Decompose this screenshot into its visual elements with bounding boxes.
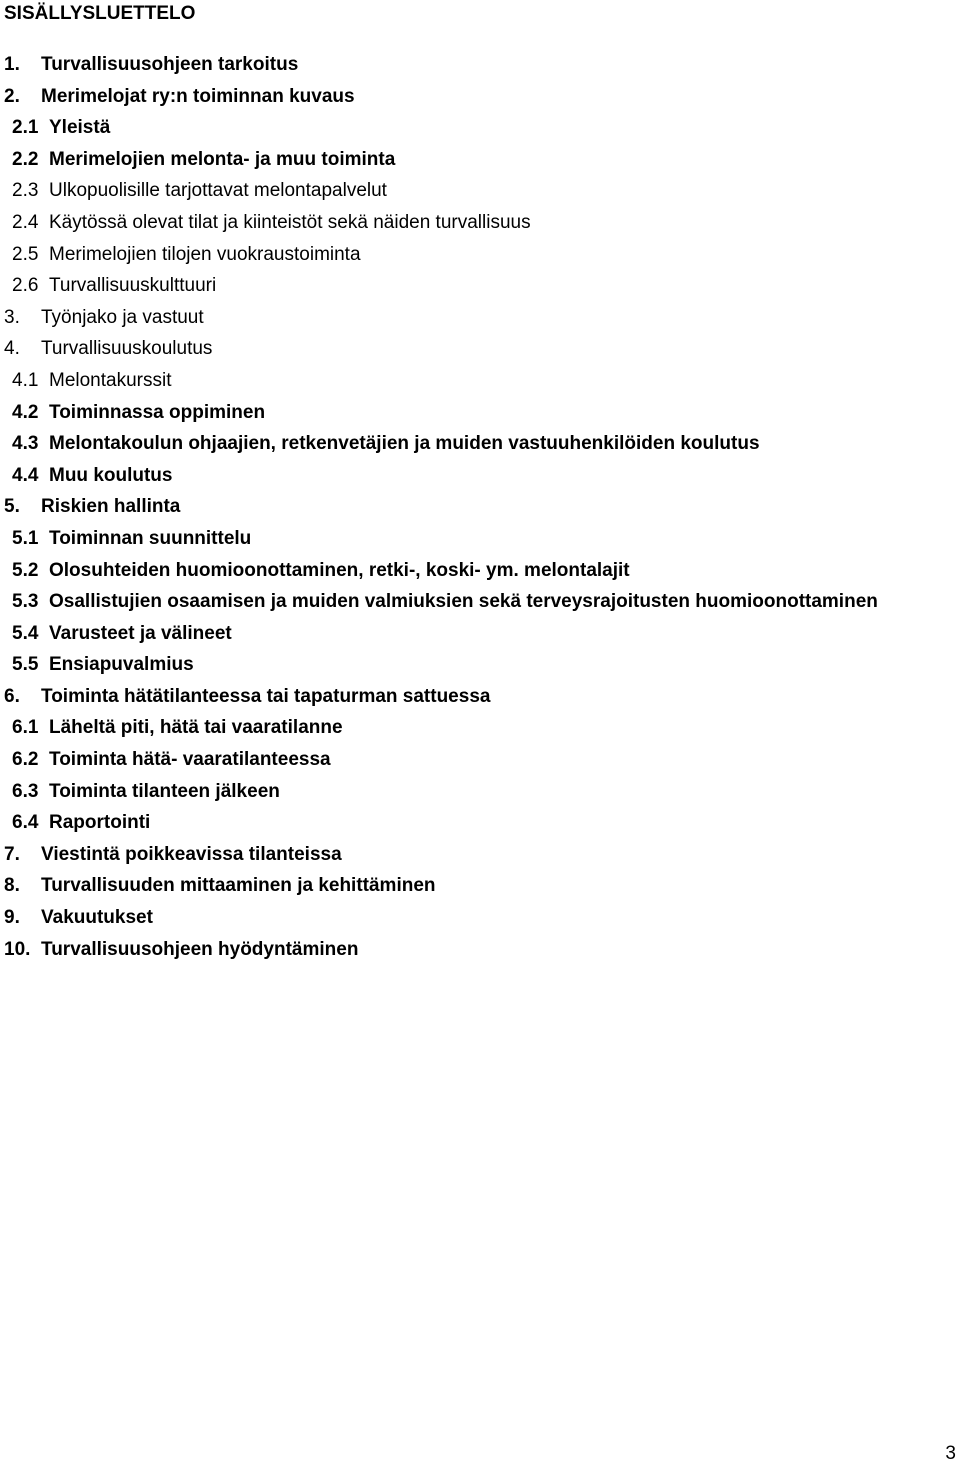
toc-entry-number: 5.4 — [12, 622, 39, 644]
toc-entry-number: 6. — [4, 685, 20, 707]
toc-entry — [0, 370, 878, 402]
toc-entry-title: Työnjako ja vastuut — [41, 306, 204, 328]
toc-entry-title: Turvallisuusohjeen hyödyntäminen — [41, 938, 359, 960]
toc-entry-title: Ulkopuolisille tarjottavat melontapalvelut — [49, 180, 387, 202]
toc-entry-title: Merimelojien tilojen vuokraustoiminta — [49, 243, 361, 265]
toc-entry-title: Toiminnan suunnittelu — [49, 527, 252, 549]
toc-entry — [0, 907, 878, 939]
toc-entry — [0, 686, 878, 718]
toc-entry-title: Vakuutukset — [41, 907, 153, 929]
toc-entry-title: Turvallisuuskulttuuri — [49, 275, 217, 297]
toc-entry — [0, 275, 878, 307]
toc-entry — [0, 939, 878, 971]
document-title: SISÄLLYSLUETTELO — [4, 3, 196, 24]
toc-entry — [0, 338, 878, 370]
toc-entry — [0, 560, 878, 592]
toc-entry-number: 2. — [4, 85, 20, 107]
toc-entry-title: Raportointi — [49, 812, 151, 834]
toc-entry — [0, 149, 878, 181]
toc-entry — [0, 749, 878, 781]
toc-entry-number: 5.2 — [12, 559, 39, 581]
toc-entry-number: 6.4 — [12, 812, 39, 834]
toc-entry-title: Melontakoulun ohjaajien, retkenvetäjien ja muiden vastuuhenkilöiden koulutus — [49, 433, 760, 455]
toc-entry-number: 4.2 — [12, 401, 39, 423]
toc-entry — [0, 496, 878, 528]
toc-entry-number: 5.1 — [12, 527, 39, 549]
toc-entry-title: Muu koulutus — [49, 464, 173, 486]
toc-entry-title: Toiminta hätätilanteessa tai tapaturman sattuessa — [41, 685, 491, 707]
toc-entry-title: Toiminta tilanteen jälkeen — [49, 780, 280, 802]
toc-entry-title: Osallistujien osaamisen ja muiden valmiuksien sekä terveysrajoitusten huomioonottaminen — [49, 591, 878, 613]
toc-entry-number: 9. — [4, 907, 20, 929]
toc-entry — [0, 623, 878, 655]
toc-entry — [0, 654, 878, 686]
toc-entry-number: 5.5 — [12, 654, 39, 676]
toc-entry-title: Ensiapuvalmius — [49, 654, 194, 676]
toc-entry-title: Toiminta hätä- vaaratilanteessa — [49, 749, 331, 771]
toc-entry-number: 5.3 — [12, 591, 39, 613]
toc-entry-number: 2.6 — [12, 275, 39, 297]
toc-entry-number: 2.5 — [12, 243, 39, 265]
toc-entry — [0, 433, 878, 465]
toc-entry-title: Läheltä piti, hätä tai vaaratilanne — [49, 717, 343, 739]
toc-entry-title: Olosuhteiden huomioonottaminen, retki-, koski- ym. melontalajit — [49, 559, 630, 581]
toc-entry-title: Varusteet ja välineet — [49, 622, 232, 644]
toc-entry-number: 6.1 — [12, 717, 39, 739]
toc-entry-number: 4.3 — [12, 433, 39, 455]
toc-entry — [0, 875, 878, 907]
toc-entry-number: 3. — [4, 306, 20, 328]
toc-entry — [0, 717, 878, 749]
toc-entry-title: Käytössä olevat tilat ja kiinteistöt sekä näiden turvallisuus — [49, 211, 531, 233]
toc-entry-title: Merimelojien melonta- ja muu toiminta — [49, 148, 396, 170]
toc-entry — [0, 244, 878, 276]
toc-entry-number: 6.3 — [12, 780, 39, 802]
page-number: 3 — [945, 1443, 956, 1464]
toc-entry-title: Turvallisuuden mittaaminen ja kehittäminen — [41, 875, 436, 897]
toc-entry-number: 1. — [4, 54, 20, 75]
toc-entry-number: 8. — [4, 875, 20, 897]
toc-entry-title: Viestintä poikkeavissa tilanteissa — [41, 843, 342, 865]
toc-entry-title: Melontakurssit — [49, 369, 172, 391]
toc-entry — [0, 212, 878, 244]
toc-entry-title: Merimelojat ry:n toiminnan kuvaus — [41, 85, 355, 107]
toc-entry-title: Yleistä — [49, 117, 111, 139]
toc-entry-number: 2.3 — [12, 180, 39, 202]
toc-entry-number: 4.4 — [12, 464, 39, 486]
toc-entry — [0, 812, 878, 844]
toc-entry-number: 6.2 — [12, 749, 39, 771]
toc-entry — [0, 54, 878, 86]
toc-entry — [0, 465, 878, 497]
toc-entry — [0, 307, 878, 339]
toc-entry — [0, 180, 878, 212]
toc-entry — [0, 402, 878, 434]
toc-entry — [0, 844, 878, 876]
toc-entry-number: 10. — [4, 938, 31, 960]
toc-entry-number: 2.1 — [12, 117, 39, 139]
toc-entry — [0, 528, 878, 560]
table-of-contents — [0, 54, 878, 970]
toc-entry-number: 2.4 — [12, 211, 39, 233]
toc-entry — [0, 86, 878, 118]
toc-entry — [0, 591, 878, 623]
toc-entry-number: 7. — [4, 843, 20, 865]
toc-entry-title: Turvallisuuskoulutus — [41, 338, 213, 360]
toc-entry — [0, 117, 878, 149]
toc-entry-title: Riskien hallinta — [41, 496, 181, 518]
toc-entry-title: Toiminnassa oppiminen — [49, 401, 266, 423]
toc-entry — [0, 781, 878, 813]
toc-entry-number: 2.2 — [12, 148, 39, 170]
toc-entry-number: 5. — [4, 496, 20, 518]
toc-entry-title: Turvallisuusohjeen tarkoitus — [41, 54, 299, 75]
toc-entry-number: 4.1 — [12, 369, 39, 391]
toc-entry-number: 4. — [4, 338, 20, 360]
